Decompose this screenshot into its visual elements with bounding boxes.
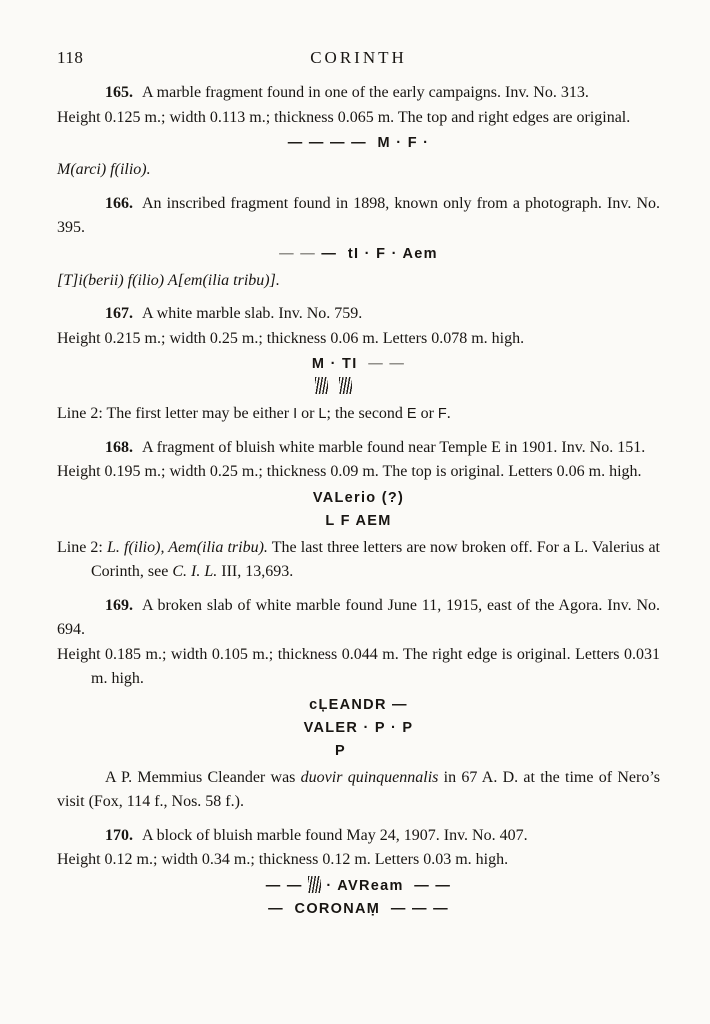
running-head: [57, 46, 660, 71]
hatch-mark: [339, 377, 352, 394]
inscription-block: [57, 487, 660, 533]
entry-dimensions: Height 0.185 m.; width 0.105 m.; thickness 0.044 m. The right edge is original. Letters 0.031 m. high.: [57, 645, 660, 687]
entry-description-text: A fragment of bluish white marble found near Temple E in 1901. Inv. No. 151.: [142, 438, 646, 456]
page-header-title: CORINTH: [310, 48, 407, 67]
entry-number: 166.: [105, 194, 133, 212]
entry-166: [57, 192, 660, 294]
inscription-line: L F AEM: [325, 512, 392, 529]
entry-number: 165.: [105, 84, 133, 101]
inscription-line: M · TI — —: [311, 356, 406, 372]
entry-number: 167.: [105, 305, 133, 322]
entry-169: [57, 594, 660, 815]
inscription-line: VALerio (?): [312, 489, 405, 506]
entry-commentary: Line 2: L. f(ilio), Aem(ilia tribu). The last three letters are now broken off. For a L. Valerius at Corinth, see C. I. L. III, 13,693.: [57, 538, 660, 580]
entry-dimensions: Height 0.12 m.; width 0.34 m.; thickness 0.12 m. Letters 0.03 m. high.: [57, 851, 509, 868]
entry-description-text: A white marble slab. Inv. No. 759.: [142, 305, 363, 322]
entry-number: 169.: [105, 596, 133, 614]
entry-description: [57, 436, 660, 461]
entry-170: [57, 824, 660, 921]
inscription-line: VALER · P · P: [303, 719, 414, 736]
entry-number: 170.: [105, 826, 133, 844]
inscription-line: cĻEANDR —: [309, 696, 408, 713]
inscription-line: — — — tI · F · Aem: [279, 245, 438, 262]
entry-commentary: A P. Memmius Cleander was duovir quinquennalis in 67 A. D. at the time of Nero’s visit (Fox, 114 f., Nos. 58 f.).: [57, 768, 661, 810]
inscription-line: [32, 376, 635, 399]
entry-dimensions: Height 0.195 m.; width 0.25 m.; thickness 0.09 m. The top is original. Letters 0.06 m. high.: [57, 463, 642, 480]
entry-167: [57, 302, 660, 427]
hatch-mark: [315, 377, 328, 394]
entry-description-text: A marble fragment found in one of the early campaigns. Inv. No. 313.: [142, 84, 589, 101]
hatch-mark: [308, 876, 321, 893]
entry-description: [57, 302, 660, 327]
inscription-block: [57, 353, 660, 399]
entry-dimensions: Height 0.215 m.; width 0.25 m.; thickness 0.06 m. Letters 0.078 m. high.: [57, 329, 525, 347]
entry-commentary: Line 2: The first letter may be either I or L; the second E or F.: [57, 405, 451, 422]
entry-description: [57, 81, 660, 106]
entry-description: [57, 594, 660, 643]
entry-dimensions: Height 0.125 m.; width 0.113 m.; thickness 0.065 m. The top and right edges are original.: [57, 108, 631, 126]
entry-description-text: A block of bluish marble found May 24, 1907. Inv. No. 407.: [142, 826, 528, 844]
entry-165: [57, 81, 660, 183]
entry-description-text: A broken slab of white marble found June 11, 1915, east of the Agora. Inv. No. 694.: [57, 596, 660, 638]
entry-commentary: M(arci) f(ilio).: [57, 161, 151, 178]
entry-number: 168.: [105, 438, 133, 456]
inscription-line: — — — — M · F ·: [287, 135, 430, 151]
entry-168: [57, 436, 660, 585]
inscription-block: [57, 243, 660, 266]
entry-description: [57, 824, 660, 849]
entry-description-text: An inscribed fragment found in 1898, known only from a photograph. Inv. No. 395.: [57, 194, 660, 236]
inscription-line: — — · AVReam — —: [265, 877, 452, 894]
inscription-block: [57, 875, 660, 921]
page-number: 118: [57, 48, 84, 67]
entry-commentary: [T]i(berii) f(ilio) A[em(ilia tribu)].: [57, 271, 280, 289]
entry-description: [57, 192, 660, 241]
inscription-block: [57, 694, 660, 763]
inscription-line: P: [335, 742, 346, 759]
inscription-line: — CORONAṂ — — —: [268, 900, 449, 917]
inscription-block: [57, 132, 660, 155]
